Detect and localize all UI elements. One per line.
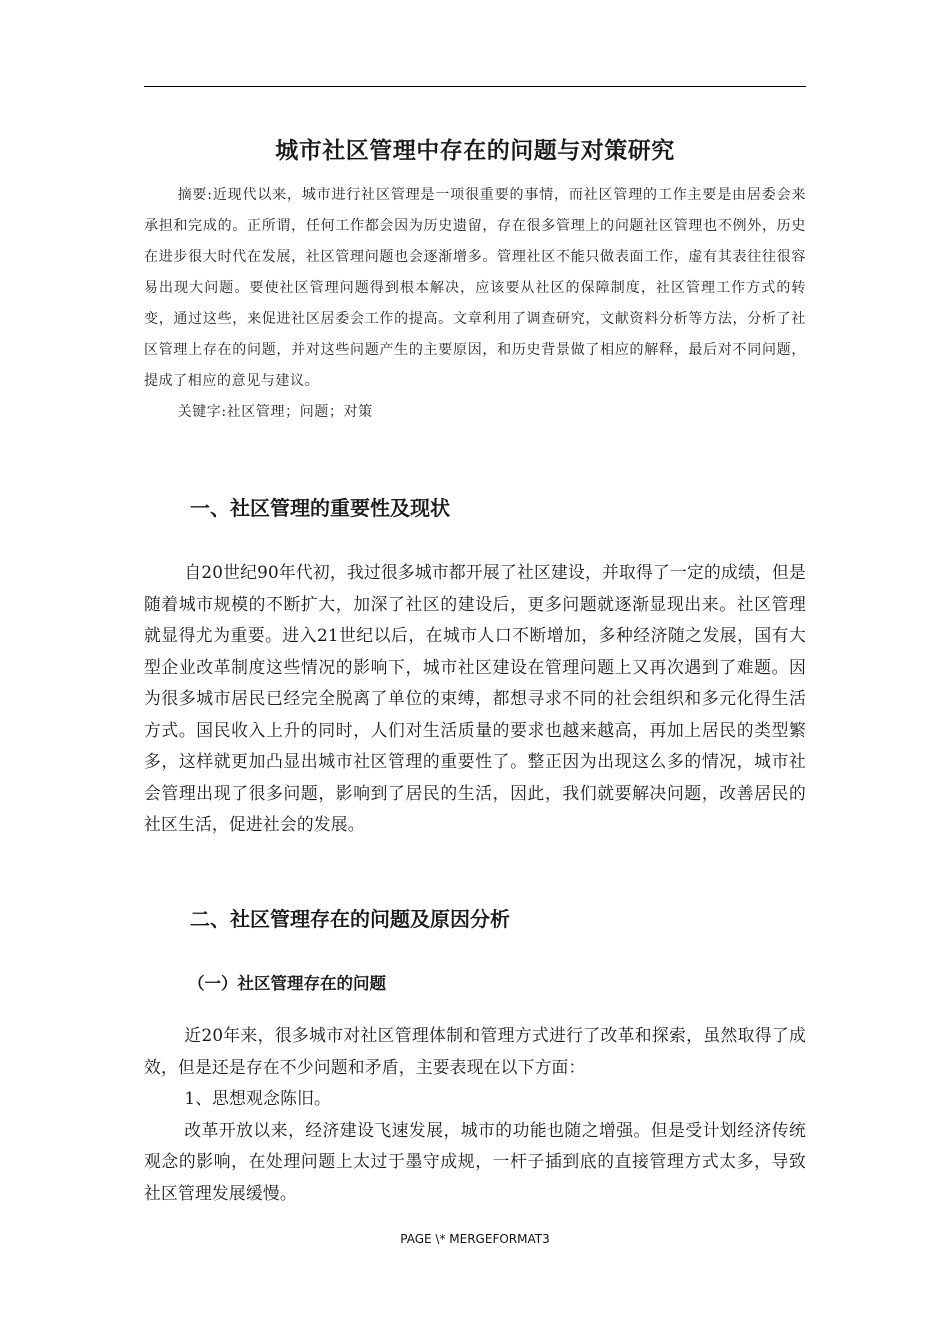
section-2-body <box>144 1020 806 1209</box>
abstract-block <box>144 180 806 428</box>
section-2-list-item-1: 1、思想观念陈旧。 <box>184 1088 332 1108</box>
section-2-subheading: （一）社区管理存在的问题 <box>188 974 386 993</box>
section-1-heading: 一、社区管理的重要性及现状 <box>190 496 450 520</box>
section-2-paragraph-1: 近20年来，很多城市对社区管理体制和管理方式进行了改革和探索，虽然取得了成效，但是还是存在不少问题和矛盾，主要表现在以下方面： <box>144 1025 806 1077</box>
document-title: 城市社区管理中存在的问题与对策研究 <box>275 138 675 164</box>
keywords-line: 关键字:社区管理；问题；对策 <box>177 404 373 420</box>
section-1-body <box>144 557 806 841</box>
page-footer: PAGE \* MERGEFORMAT3 <box>400 1232 550 1246</box>
section-1-paragraph: 自20世纪90年代初，我过很多城市都开展了社区建设，并取得了一定的成绩，但是随着城市规模的不断扩大，加深了社区的建设后，更多问题就逐渐显现出来。社区管理就显得尤为重要。进入21世纪以后，在城市人口不断增加，多种经济随之发展，国有大型企业改革制度这些情况的影响下，城市社区建设在管理问题上又再次遇到了难题。因为很多城市居民已经完全脱离了单位的束缚，都想寻求不同的社会组织和多元化得生活方式。国民收入上升的同时，人们对生活质量的要求也越来越高，再加上居民的类型繁多，这样就更加凸显出城市社区管理的重要性了。整正因为出现这么多的情况，城市社会管理出现了很多问题，影响到了居民的生活，因此，我们就要解决问题，改善居民的社区生活，促进社会的发展。 <box>144 562 806 834</box>
header-rule <box>144 86 806 87</box>
section-2-heading: 二、社区管理存在的问题及原因分析 <box>190 907 510 931</box>
section-2-paragraph-2: 改革开放以来，经济建设飞速发展，城市的功能也随之增强。但是受计划经济传统观念的影响，在处理问题上太过于墨守成规，一杆子插到底的直接管理方式太多，导致社区管理发展缓慢。 <box>144 1119 806 1203</box>
abstract-paragraph: 摘要:近现代以来，城市进行社区管理是一项很重要的事情，而社区管理的工作主要是由居委会来承担和完成的。正所谓，任何工作都会因为历史遗留，存在很多管理上的问题社区管理也不例外，历史在进步很大时代在发展，社区管理问题也会逐渐增多。管理社区不能只做表面工作，虚有其表往往很容易出现大问题。要使社区管理问题得到根本解决，应该要从社区的保障制度，社区管理工作方式的转变，通过这些，来促进社区居委会工作的提高。文章利用了调查研究，文献资料分析等方法，分析了社区管理上存在的问题，并对这些问题产生的主要原因，和历史背景做了相应的解释，最后对不同问题，提成了相应的意见与建议。 <box>144 187 806 389</box>
